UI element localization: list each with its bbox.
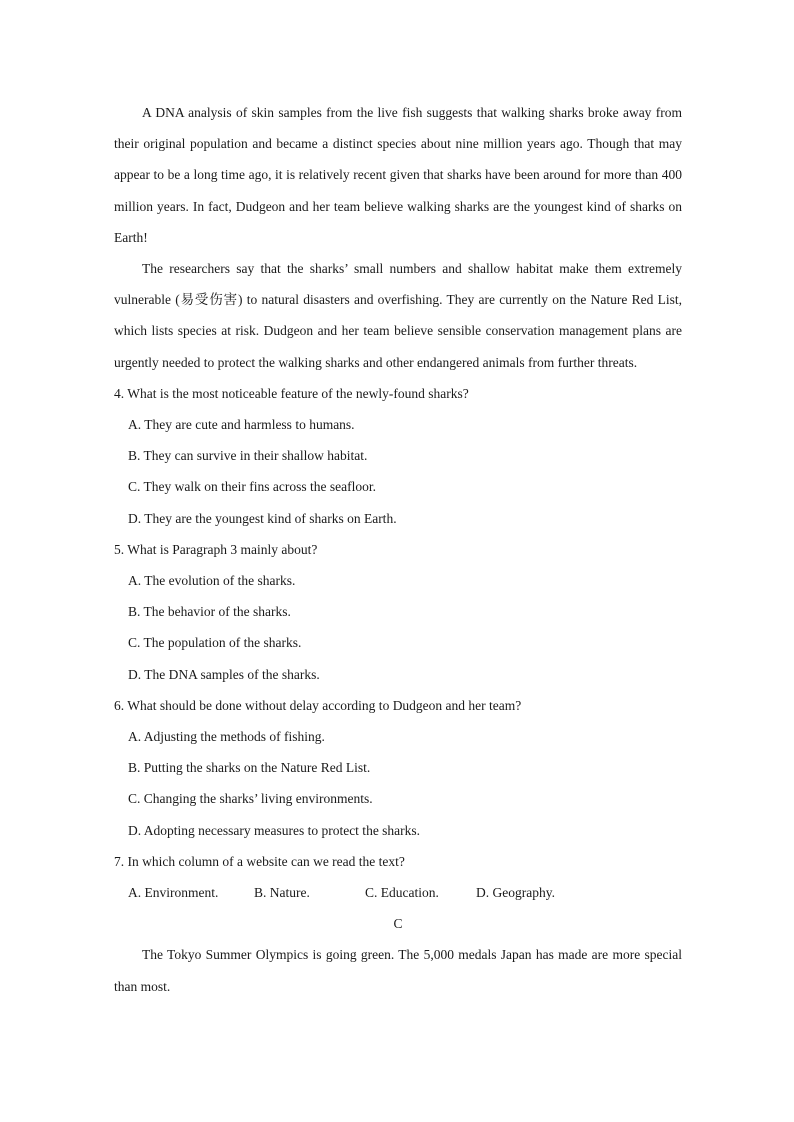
question-5-option-a: A. The evolution of the sharks. bbox=[128, 573, 296, 589]
question-7-option-d: D. Geography. bbox=[476, 885, 555, 901]
section-label-c: C bbox=[393, 916, 403, 932]
question-4 bbox=[114, 378, 682, 534]
question-7-option-c: C. Education. bbox=[365, 885, 439, 901]
question-5-option-d: D. The DNA samples of the sharks. bbox=[128, 666, 320, 682]
question-4-option-a: A. They are cute and harmless to humans. bbox=[128, 417, 355, 433]
question-5-option-c: C. The population of the sharks. bbox=[128, 635, 302, 651]
question-7-options bbox=[114, 877, 682, 908]
question-6-option-d: D. Adopting necessary measures to protect the sharks. bbox=[128, 822, 421, 838]
question-7-stem: 7. In which column of a website can we read the text? bbox=[114, 853, 405, 869]
question-6 bbox=[114, 690, 682, 846]
question-5 bbox=[114, 534, 682, 690]
question-7-option-a: A. Environment. bbox=[128, 885, 219, 901]
question-5-stem: 5. What is Paragraph 3 mainly about? bbox=[114, 541, 318, 557]
question-7 bbox=[114, 846, 682, 908]
question-7-option-b: B. Nature. bbox=[254, 885, 310, 901]
passage-b-paragraph-2: The researchers say that the sharks’ small numbers and shallow habitat make them extremely vulnerable (易受伤害) to natural disasters and overfishing. They are currently on the Nature Red List, which lists species at risk. Dudgeon and her team believe sensible conservation management plans are urgently needed to protect the walking sharks and other endangered animals from further threats. bbox=[114, 261, 682, 370]
exam-page bbox=[114, 97, 682, 1002]
question-4-option-c: C. They walk on their fins across the seafloor. bbox=[128, 479, 376, 495]
question-6-option-c: C. Changing the sharks’ living environments. bbox=[128, 791, 373, 807]
question-5-option-b: B. The behavior of the sharks. bbox=[128, 604, 291, 620]
question-6-stem: 6. What should be done without delay according to Dudgeon and her team? bbox=[114, 697, 522, 713]
passage-c-paragraph-1: The Tokyo Summer Olympics is going green. The 5,000 medals Japan has made are more special than most. bbox=[114, 947, 682, 994]
question-4-stem: 4. What is the most noticeable feature of the newly-found sharks? bbox=[114, 385, 469, 401]
question-4-option-b: B. They can survive in their shallow habitat. bbox=[128, 448, 368, 464]
question-6-option-b: B. Putting the sharks on the Nature Red List. bbox=[128, 760, 371, 776]
question-6-option-a: A. Adjusting the methods of fishing. bbox=[128, 729, 325, 745]
question-4-option-d: D. They are the youngest kind of sharks on Earth. bbox=[128, 510, 397, 526]
passage-b-paragraph-1: A DNA analysis of skin samples from the live fish suggests that walking sharks broke away from their original population and became a distinct species about nine million years ago. Though that may appear to be a long time ago, it is relatively recent given that sharks have been around for more than 400 million years. In fact, Dudgeon and her team believe walking sharks are the youngest kind of sharks on Earth! bbox=[114, 105, 682, 245]
